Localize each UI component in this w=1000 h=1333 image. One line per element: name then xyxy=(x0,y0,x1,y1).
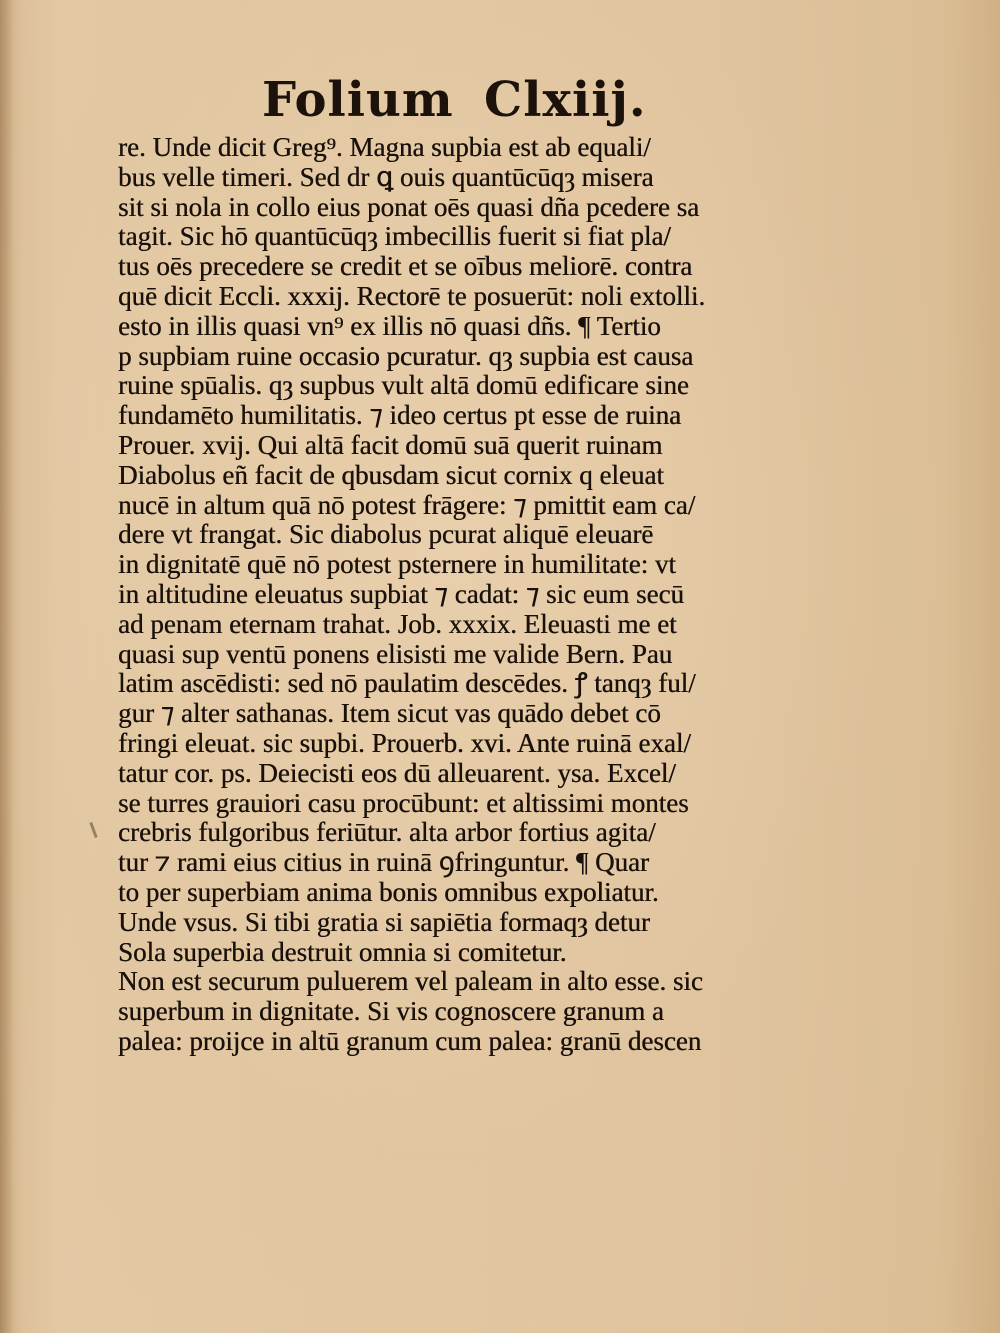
text-line: se turres grauiori casu procūbunt: et altissimi montes xyxy=(118,788,689,818)
text-line: ruine spūalis. qȝ supbus vult altā domū edificare sine xyxy=(118,371,689,401)
text-line: sit si nola in collo eius ponat oēs quasi dña pcedere sa xyxy=(118,192,700,222)
folium-label: Folium xyxy=(262,72,454,128)
leaf-number: Clxiij. xyxy=(484,72,647,128)
text-line: bus velle timeri. Sed dr ꝗ ouis quantūcūqȝ misera xyxy=(118,162,654,192)
text-line: nucē in altum quā nō potest frāgere: ⁊ pmittit eam ca/ xyxy=(118,490,696,520)
text-line: Sola superbia destruit omnia si comitetur. xyxy=(118,937,567,967)
text-line: superbum in dignitate. Si vis cognoscere granum a xyxy=(118,997,664,1027)
text-line: fundamēto humilitatis. ⁊ ideo certus pt esse de ruina xyxy=(118,401,682,431)
text-line: esto in illis quasi vn⁹ ex illis nō quasi dñs. ¶ Tertio xyxy=(118,311,661,341)
text-line: dere vt frangat. Sic diabolus pcurat aliquē eleuarē xyxy=(118,520,654,550)
page-header xyxy=(262,72,682,142)
text-line: fringi eleuat. sic supbi. Prouerb. xvi. Ante ruinā exal/ xyxy=(118,728,691,758)
text-line: to per superbiam anima bonis omnibus expoliatur. xyxy=(118,877,659,907)
text-column xyxy=(118,133,766,1057)
text-line: Prouer. xvij. Qui altā facit domū suā querit ruinam xyxy=(118,430,663,460)
text-line: tur ⁊ rami eius citius in ruinā ꝯfringuntur. ¶ Quar xyxy=(118,848,649,878)
text-line: palea: proijce in altū granum cum palea: granū descen xyxy=(118,1026,702,1056)
text-line: quasi sup ventū ponens elisisti me valide Bern. Pau xyxy=(118,639,673,669)
text-line: crebris fulgoribus feriūtur. alta arbor fortius agita/ xyxy=(118,818,656,848)
text-line: latim ascēdisti: sed nō paulatim descēdes. ꝭ tanqȝ ful/ xyxy=(118,669,696,699)
text-line: tatur cor. ps. Deiecisti eos dū alleuarent. ysa. Excel/ xyxy=(118,758,676,788)
text-line: Unde vsus. Si tibi gratia si sapiētia formaqȝ detur xyxy=(118,907,650,937)
text-line: quē dicit Eccli. xxxij. Rectorē te posuerūt: noli extolli. xyxy=(118,281,706,311)
text-line: tagit. Sic hō quantūcūqȝ imbecillis fuerit si fiat pla/ xyxy=(118,222,671,252)
text-line: ad penam eternam trahat. Job. xxxix. Eleuasti me et xyxy=(118,609,677,639)
text-line: gur ⁊ alter sathanas. Item sicut vas quādo debet cō xyxy=(118,699,661,729)
text-line: in dignitatē quē nō potest psternere in humilitate: vt xyxy=(118,550,676,580)
margin-mark xyxy=(89,822,97,838)
text-line: in altitudine eleuatus supbiat ⁊ cadat: ⁊ sic eum secū xyxy=(118,579,684,609)
text-line: re. Unde dicit Greg⁹. Magna supbia est ab equali/ xyxy=(118,133,651,162)
text-line: Non est securum puluerem vel paleam in alto esse. sic xyxy=(118,967,703,997)
text-line: Diabolus eñ facit de qbusdam sicut cornix q eleuat xyxy=(118,460,664,490)
text-line: tus oēs precedere se credit et se oībus meliorē. contra xyxy=(118,252,693,282)
text-line: p supbiam ruine occasio pcuratur. qȝ supbia est causa xyxy=(118,341,694,371)
